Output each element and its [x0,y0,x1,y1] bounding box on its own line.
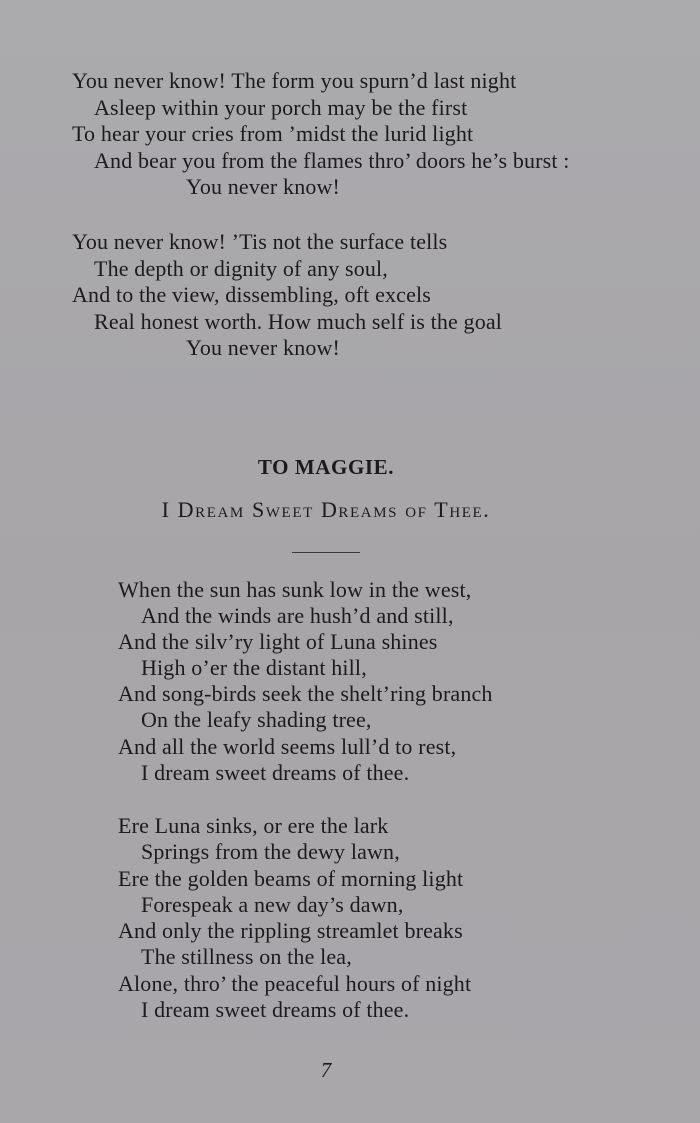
poem-line: On the leafy shading tree, [141,707,372,732]
poem-line: I dream sweet dreams of thee. [141,760,410,785]
poem-line: And the silv’ry light of Luna shines [118,629,438,654]
poem-refrain: You never know! [186,174,341,199]
poem-line: Ere Luna sinks, or ere the lark [118,813,389,838]
poem-line: I dream sweet dreams of thee. [141,997,410,1022]
poem-line: When the sun has sunk low in the west, [118,577,472,602]
poem-line: You never know! ’Tis not the surface tells [72,229,448,254]
poem-line: Forespeak a new day’s dawn, [141,892,404,917]
poem-line: And all the world seems lull’d to rest, [118,734,457,759]
poem-line: And bear you from the flames thro’ doors he’s burst : [94,148,570,173]
section-divider [292,552,360,553]
poem-refrain: You never know! [186,335,341,360]
poem-line: High o’er the distant hill, [141,655,367,680]
poem-subtitle: I Dream Sweet Dreams of Thee. [161,497,491,522]
poem-line: You never know! The form you spurn’d last night [72,68,517,93]
poem-line: And only the rippling streamlet breaks [118,918,463,943]
poem-line: Springs from the dewy lawn, [141,839,400,864]
poem-line: To hear your cries from ’midst the lurid light [72,121,474,146]
poem-line: And to the view, dissembling, oft excels [72,282,431,307]
poem-line: The depth or dignity of any soul, [94,256,388,281]
poem-line: Asleep within your porch may be the first [94,95,468,120]
poem-line: And song-birds seek the shelt’ring branch [118,681,493,706]
poem-line: Ere the golden beams of morning light [118,866,464,891]
page-number: 7 [320,1058,332,1082]
poem-line: Alone, thro’ the peaceful hours of night [118,971,472,996]
poem-line: The stillness on the lea, [141,944,352,969]
poem-line: Real honest worth. How much self is the goal [94,309,503,334]
poem-title: TO MAGGIE. [257,455,395,479]
poem-line: And the winds are hush’d and still, [141,603,454,628]
